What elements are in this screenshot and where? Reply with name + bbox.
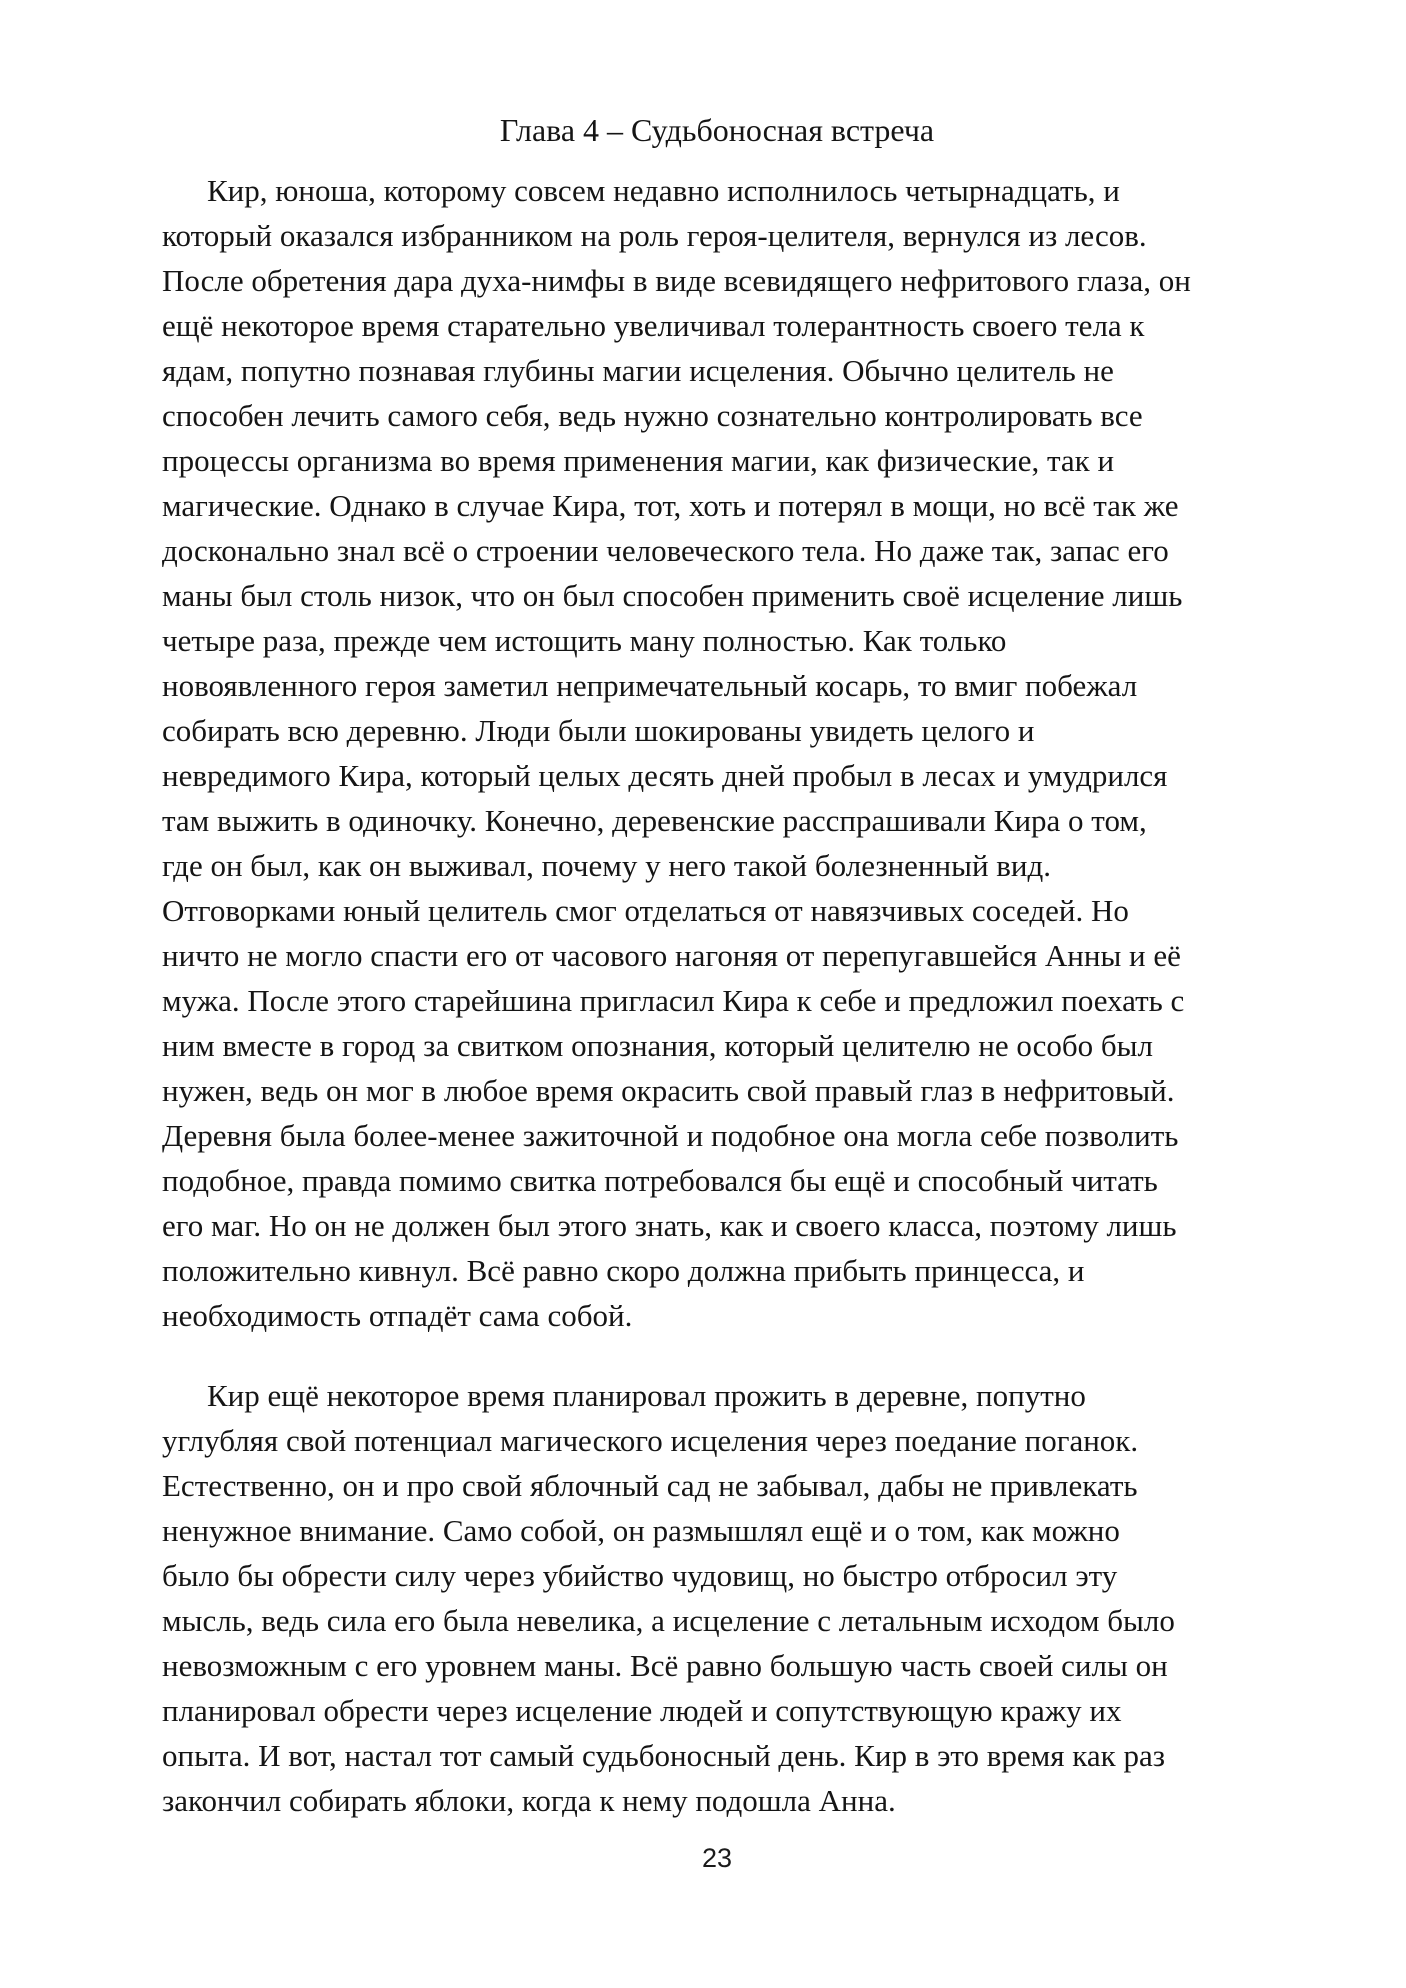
text-line: его маг. Но он не должен был этого знать, как и своего класса, поэтому лишь xyxy=(162,1208,1177,1243)
text-line: закончил собирать яблоки, когда к нему подошла Анна. xyxy=(162,1783,896,1818)
paragraph xyxy=(162,1373,1272,1823)
text-line: процессы организма во время применения магии, как физические, так и xyxy=(162,443,1115,478)
text-line: мысль, ведь сила его была невелика, а исцеление с летальным исходом было xyxy=(162,1603,1175,1638)
text-line: положительно кивнул. Всё равно скоро должна прибыть принцесса, и xyxy=(162,1253,1085,1288)
text-line: маны был столь низок, что он был способен применить своё исцеление лишь xyxy=(162,578,1183,613)
text-line: невредимого Кира, который целых десять дней пробыл в лесах и умудрился xyxy=(162,758,1168,793)
text-line: ним вместе в город за свитком опознания, который целителю не особо был xyxy=(162,1028,1153,1063)
body-text xyxy=(162,168,1272,1823)
text-line: Кир, юноша, которому совсем недавно исполнилось четырнадцать, и xyxy=(207,173,1120,208)
text-line: Деревня была более-менее зажиточной и подобное она могла себе позволить xyxy=(162,1118,1179,1153)
text-line: там выжить в одиночку. Конечно, деревенские расспрашивали Кира о том, xyxy=(162,803,1147,838)
text-line: После обретения дара духа-нимфы в виде всевидящего нефритового глаза, он xyxy=(162,263,1191,298)
text-line: невозможным с его уровнем маны. Всё равно большую часть своей силы он xyxy=(162,1648,1168,1683)
text-line: новоявленного героя заметил непримечательный косарь, то вмиг побежал xyxy=(162,668,1138,703)
chapter-title: Глава 4 – Судьбоносная встреча xyxy=(499,112,935,148)
text-line: нужен, ведь он мог в любое время окрасить свой правый глаз в нефритовый. xyxy=(162,1073,1175,1108)
text-line: мужа. После этого старейшина пригласил Кира к себе и предложил поехать с xyxy=(162,983,1185,1018)
text-line: способен лечить самого себя, ведь нужно сознательно контролировать все xyxy=(162,398,1143,433)
text-line: подобное, правда помимо свитка потребовался бы ещё и способный читать xyxy=(162,1163,1158,1198)
page-number: 23 xyxy=(701,1843,733,1873)
text-line: досконально знал всё о строении человеческого тела. Но даже так, запас его xyxy=(162,533,1169,568)
text-line: ядам, попутно познавая глубины магии исцеления. Обычно целитель не xyxy=(162,353,1114,388)
text-line: ещё некоторое время старательно увеличивал толерантность своего тела к xyxy=(162,308,1145,343)
text-line: Кир ещё некоторое время планировал прожить в деревне, попутно xyxy=(207,1378,1086,1413)
text-line: где он был, как он выживал, почему у него такой болезненный вид. xyxy=(162,848,1052,883)
text-line: опыта. И вот, настал тот самый судьбоносный день. Кир в это время как раз xyxy=(162,1738,1165,1773)
text-line: планировал обрести через исцеление людей и сопутствующую кражу их xyxy=(162,1693,1122,1728)
text-line: углубляя свой потенциал магического исцеления через поедание поганок. xyxy=(162,1423,1139,1458)
text-line: собирать всю деревню. Люди были шокированы увидеть целого и xyxy=(162,713,1035,748)
text-line: было бы обрести силу через убийство чудовищ, но быстро отбросил эту xyxy=(162,1558,1118,1593)
text-line: Естественно, он и про свой яблочный сад не забывал, дабы не привлекать xyxy=(162,1468,1138,1503)
text-line: который оказался избранником на роль героя-целителя, вернулся из лесов. xyxy=(162,218,1147,253)
text-line: Отговорками юный целитель смог отделаться от навязчивых соседей. Но xyxy=(162,893,1129,928)
text-line: магические. Однако в случае Кира, тот, хоть и потерял в мощи, но всё так же xyxy=(162,488,1179,523)
text-line: ненужное внимание. Само собой, он размышлял ещё и о том, как можно xyxy=(162,1513,1120,1548)
text-line: ничто не могло спасти его от часового нагоняя от перепугавшейся Анны и её xyxy=(162,938,1181,973)
text-line: необходимость отпадёт сама собой. xyxy=(162,1298,633,1333)
text-column xyxy=(162,108,1272,1823)
paragraph xyxy=(162,168,1272,1338)
text-line: четыре раза, прежде чем истощить ману полностью. Как только xyxy=(162,623,1007,658)
